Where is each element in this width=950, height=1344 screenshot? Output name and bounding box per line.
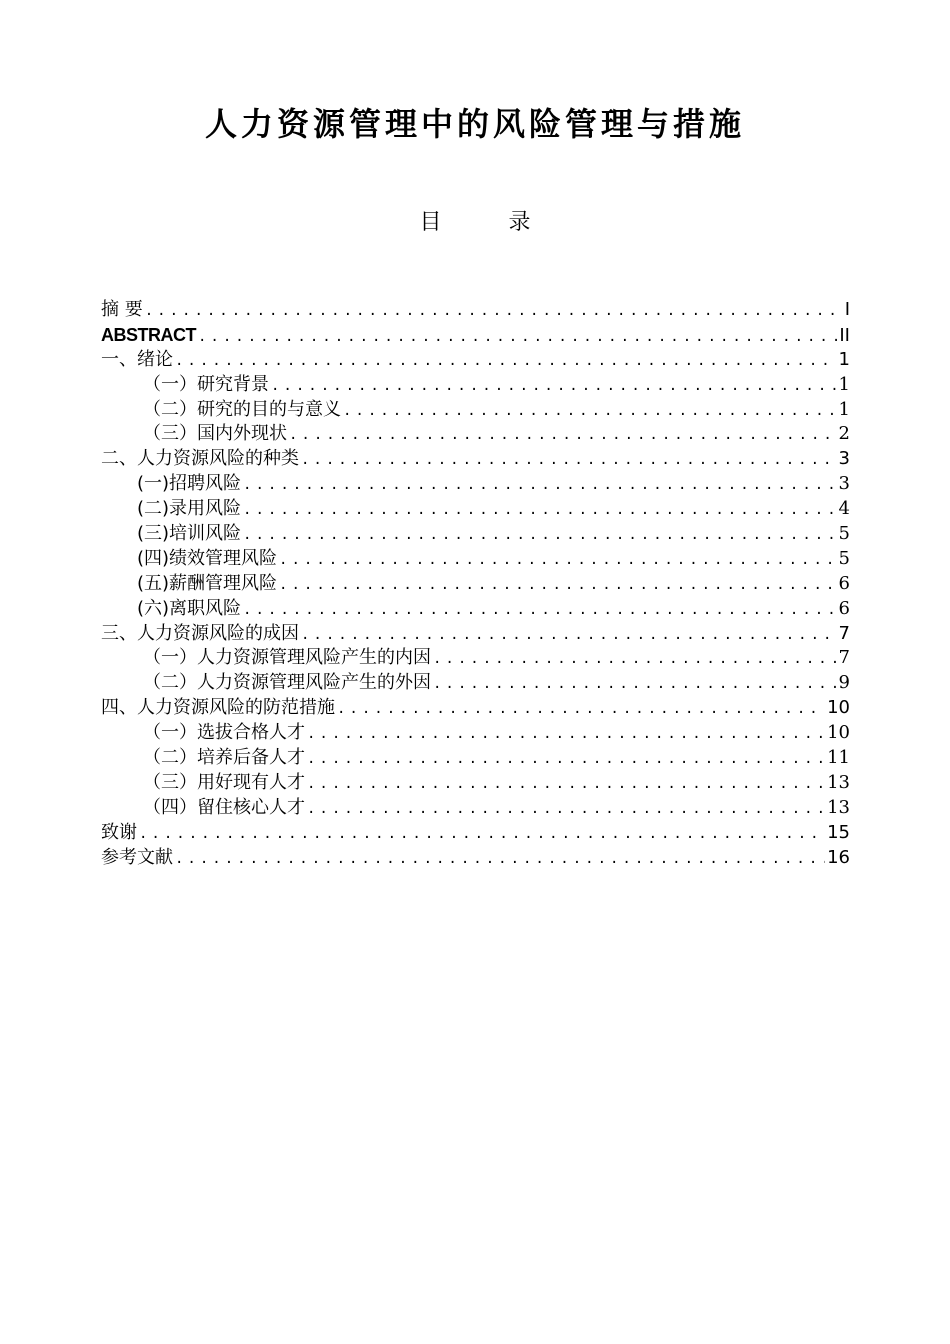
toc-leader-dots <box>307 747 825 772</box>
toc-entry-title: 致谢 <box>101 821 137 843</box>
toc-entry-page: 13 <box>827 771 850 793</box>
toc-entry-title: (二)录用风险 <box>137 498 242 520</box>
toc-leader-dots <box>307 772 825 797</box>
toc-leader-dots <box>433 672 837 697</box>
toc-leader-dots <box>243 498 837 523</box>
toc-entry-page: 10 <box>827 722 850 744</box>
toc-leader-dots <box>279 573 837 598</box>
toc-entry-chapter-2[interactable] <box>101 447 850 472</box>
toc-entry-section-2-3[interactable] <box>101 522 850 547</box>
toc-entry-abstract-en[interactable] <box>101 323 850 348</box>
toc-entry-references[interactable] <box>101 846 850 871</box>
toc-entry-title: (三)培训风险 <box>137 523 242 545</box>
toc-leader-dots <box>271 374 837 399</box>
toc-entry-title: ABSTRACT <box>101 324 196 345</box>
toc-entry-page: 9 <box>838 672 850 694</box>
toc-entry-page: 10 <box>827 697 850 719</box>
toc-entry-title: （三）国内外现状 <box>143 423 287 445</box>
toc-leader-dots <box>337 697 825 722</box>
toc-entry-title: （二）培养后备人才 <box>143 747 305 769</box>
toc-entry-section-2-5[interactable] <box>101 572 850 597</box>
toc-entry-page: 6 <box>838 572 850 594</box>
toc-entry-abstract-cn[interactable] <box>101 298 850 323</box>
toc-entry-section-3-1[interactable] <box>101 646 850 671</box>
toc-entry-page: 11 <box>827 747 850 769</box>
toc-entry-chapter-3[interactable] <box>101 622 850 647</box>
toc-entry-section-2-6[interactable] <box>101 597 850 622</box>
document-title: 人力资源管理中的风险管理与措施 <box>204 105 745 143</box>
toc-heading: 目 录 <box>419 210 561 235</box>
toc-leader-dots <box>175 349 837 374</box>
toc-entry-title: 三、人力资源风险的成因 <box>101 622 299 644</box>
toc-entry-title: （二）人力资源管理风险产生的外因 <box>143 672 431 694</box>
toc-entry-page: 5 <box>838 547 850 569</box>
toc-leader-dots <box>198 325 837 350</box>
toc-entry-page: 1 <box>838 348 850 370</box>
toc-entry-page: 4 <box>838 498 850 520</box>
toc-entry-chapter-1[interactable] <box>101 348 850 373</box>
toc-entry-title: （四）留住核心人才 <box>143 796 305 818</box>
toc-leader-dots <box>145 299 843 324</box>
toc-leader-dots <box>175 847 825 872</box>
toc-entry-section-1-2[interactable] <box>101 398 850 423</box>
toc-leader-dots <box>243 523 837 548</box>
toc-entry-page: 7 <box>838 647 850 669</box>
toc-entry-section-2-4[interactable] <box>101 547 850 572</box>
toc-entry-title: （一）人力资源管理风险产生的内因 <box>143 647 431 669</box>
toc-entry-page: 1 <box>838 398 850 420</box>
toc-leader-dots <box>243 598 837 623</box>
toc-leader-dots <box>301 448 837 473</box>
toc-leader-dots <box>433 647 837 672</box>
toc-entry-page: 3 <box>838 473 850 495</box>
toc-leader-dots <box>307 797 825 822</box>
toc-entry-section-1-1[interactable] <box>101 373 850 398</box>
toc-entry-title: (四)绩效管理风险 <box>137 547 278 569</box>
toc-entry-chapter-4[interactable] <box>101 696 850 721</box>
toc-entry-page: 5 <box>838 523 850 545</box>
toc-entry-section-4-2[interactable] <box>101 746 850 771</box>
toc-entry-title: (六)离职风险 <box>137 597 242 619</box>
toc-entry-title: 一、绪论 <box>101 348 173 370</box>
toc-entry-title: 摘 要 <box>101 299 143 320</box>
table-of-contents <box>101 298 850 870</box>
toc-entry-acknowledgements[interactable] <box>101 821 850 846</box>
toc-entry-page: II <box>839 324 850 346</box>
toc-entry-title: 二、人力资源风险的种类 <box>101 448 299 470</box>
toc-entry-section-2-1[interactable] <box>101 472 850 497</box>
toc-entry-title: (一)招聘风险 <box>137 473 242 495</box>
toc-entry-page: 16 <box>827 846 850 868</box>
toc-entry-page: 1 <box>838 373 850 395</box>
toc-entry-page: 7 <box>838 622 850 644</box>
toc-leader-dots <box>279 548 837 573</box>
toc-leader-dots <box>307 722 825 747</box>
toc-entry-section-3-2[interactable] <box>101 671 850 696</box>
toc-leader-dots <box>343 399 837 424</box>
toc-entry-section-4-3[interactable] <box>101 771 850 796</box>
toc-entry-title: （一）选拔合格人才 <box>143 722 305 744</box>
toc-entry-title: (五)薪酬管理风险 <box>137 572 278 594</box>
toc-entry-section-4-4[interactable] <box>101 796 850 821</box>
toc-entry-page: 6 <box>838 597 850 619</box>
toc-leader-dots <box>243 473 837 498</box>
toc-entry-page: I <box>844 299 850 320</box>
toc-entry-section-2-2[interactable] <box>101 497 850 522</box>
toc-entry-title: 参考文献 <box>101 846 173 868</box>
toc-leader-dots <box>301 623 837 648</box>
toc-entry-page: 2 <box>838 423 850 445</box>
toc-entry-page: 3 <box>838 448 850 470</box>
toc-entry-title: 四、人力资源风险的防范措施 <box>101 697 335 719</box>
toc-entry-title: （三）用好现有人才 <box>143 771 305 793</box>
toc-leader-dots <box>139 822 825 847</box>
toc-entry-section-1-3[interactable] <box>101 422 850 447</box>
toc-entry-section-4-1[interactable] <box>101 721 850 746</box>
toc-entry-title: （一）研究背景 <box>143 373 269 395</box>
toc-entry-page: 13 <box>827 796 850 818</box>
toc-entry-title: （二）研究的目的与意义 <box>143 398 341 420</box>
toc-entry-page: 15 <box>827 821 850 843</box>
toc-leader-dots <box>289 423 837 448</box>
